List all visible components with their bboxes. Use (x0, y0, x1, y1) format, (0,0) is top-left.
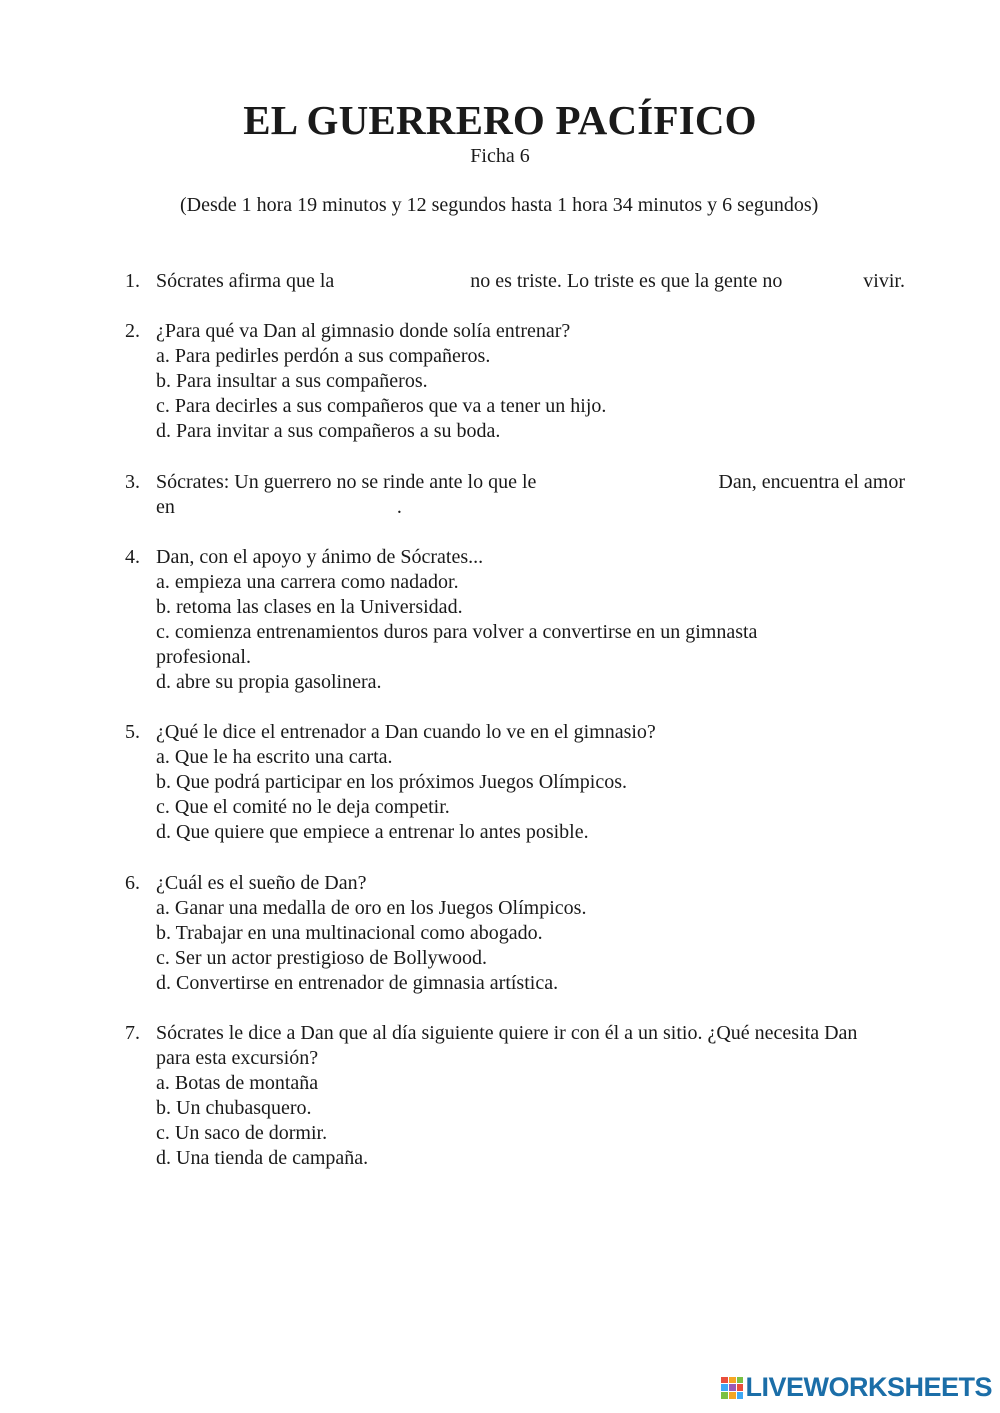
question-number: 1. (125, 270, 140, 292)
question-text-part: en (156, 496, 175, 518)
answer-option[interactable]: c. Ser un actor prestigioso de Bollywood. (156, 947, 488, 969)
question-number: 2. (125, 320, 140, 342)
question-6 (125, 871, 905, 996)
liveworksheets-logo (721, 1372, 992, 1403)
question-number: 5. (125, 721, 140, 743)
answer-blank[interactable] (572, 470, 682, 495)
answer-blank[interactable] (803, 269, 843, 294)
question-text: ¿Cuál es el sueño de Dan? (156, 872, 367, 894)
question-text (156, 470, 905, 495)
question-text: Dan, con el apoyo y ánimo de Sócrates... (156, 546, 484, 568)
answer-option[interactable]: b. Que podrá participar en los próximos Juegos Olímpicos. (156, 771, 628, 793)
time-range: (Desde 1 hora 19 minutos y 12 segundos hasta 1 hora 34 minutos y 6 segundos) (180, 194, 819, 216)
answer-option[interactable]: d. Para invitar a sus compañeros a su boda. (156, 420, 501, 442)
question-text-part: vivir. (863, 270, 905, 292)
answer-option[interactable]: b. Un chubasquero. (156, 1097, 312, 1119)
question-5 (125, 720, 905, 845)
answer-option[interactable]: a. Que le ha escrito una carta. (156, 746, 393, 768)
answer-option[interactable]: a. Ganar una medalla de oro en los Juegos Olímpicos. (156, 897, 587, 919)
question-text: ¿Para qué va Dan al gimnasio donde solía entrenar? (156, 320, 571, 342)
question-4 (125, 545, 905, 695)
answer-option[interactable]: a. Botas de montaña (156, 1072, 319, 1094)
question-2 (125, 319, 905, 444)
question-1 (125, 269, 905, 294)
question-text: ¿Qué le dice el entrenador a Dan cuando lo ve en el gimnasio? (156, 721, 656, 743)
liveworksheets-logo-text: LIVEWORKSHEETS (745, 1372, 992, 1402)
liveworksheets-logo-icon (721, 1377, 743, 1399)
answer-option[interactable]: c. comienza entrenamientos duros para volver a convertirse en un gimnasta profesional. (156, 621, 758, 668)
answer-option[interactable]: d. Que quiere que empiece a entrenar lo antes posible. (156, 821, 589, 843)
answer-option[interactable]: d. abre su propia gasolinera. (156, 671, 382, 693)
question-text (156, 269, 905, 294)
question-text-part: Dan, encuentra el amor (718, 471, 905, 493)
question-text-part: no es triste. Lo triste es que la gente no (470, 270, 783, 292)
answer-option[interactable]: a. empieza una carrera como nadador. (156, 571, 459, 593)
question-number: 4. (125, 546, 140, 568)
question-7 (125, 1021, 905, 1171)
question-text-part: Sócrates afirma que la (156, 270, 335, 292)
answer-option[interactable]: c. Para decirles a sus compañeros que va a tener un hijo. (156, 395, 607, 417)
answer-option[interactable]: c. Que el comité no le deja competir. (156, 796, 450, 818)
answer-blank[interactable] (355, 269, 450, 294)
answer-option[interactable]: d. Convertirse en entrenador de gimnasia artística. (156, 972, 559, 994)
question-3 (125, 470, 905, 520)
answer-option[interactable]: d. Una tienda de campaña. (156, 1147, 369, 1169)
answer-option[interactable]: b. retoma las clases en la Universidad. (156, 596, 463, 618)
question-number: 3. (125, 471, 140, 493)
answer-option[interactable]: b. Trabajar en una multinacional como abogado. (156, 922, 543, 944)
question-text: Sócrates le dice a Dan que al día siguiente quiere ir con él a un sitio. ¿Qué necesita Dan para esta excursión? (156, 1022, 858, 1069)
question-text-part: . (396, 496, 402, 518)
page-title: EL GUERRERO PACÍFICO (243, 97, 757, 143)
question-text-part: Sócrates: Un guerrero no se rinde ante lo que le (156, 471, 537, 493)
worksheet-subtitle: Ficha 6 (470, 145, 530, 167)
answer-option[interactable]: a. Para pedirles perdón a sus compañeros. (156, 345, 491, 367)
answer-option[interactable]: b. Para insultar a sus compañeros. (156, 370, 428, 392)
question-number: 6. (125, 872, 140, 894)
answer-option[interactable]: c. Un saco de dormir. (156, 1122, 328, 1144)
question-number: 7. (125, 1022, 140, 1044)
question-text-line (156, 495, 905, 520)
